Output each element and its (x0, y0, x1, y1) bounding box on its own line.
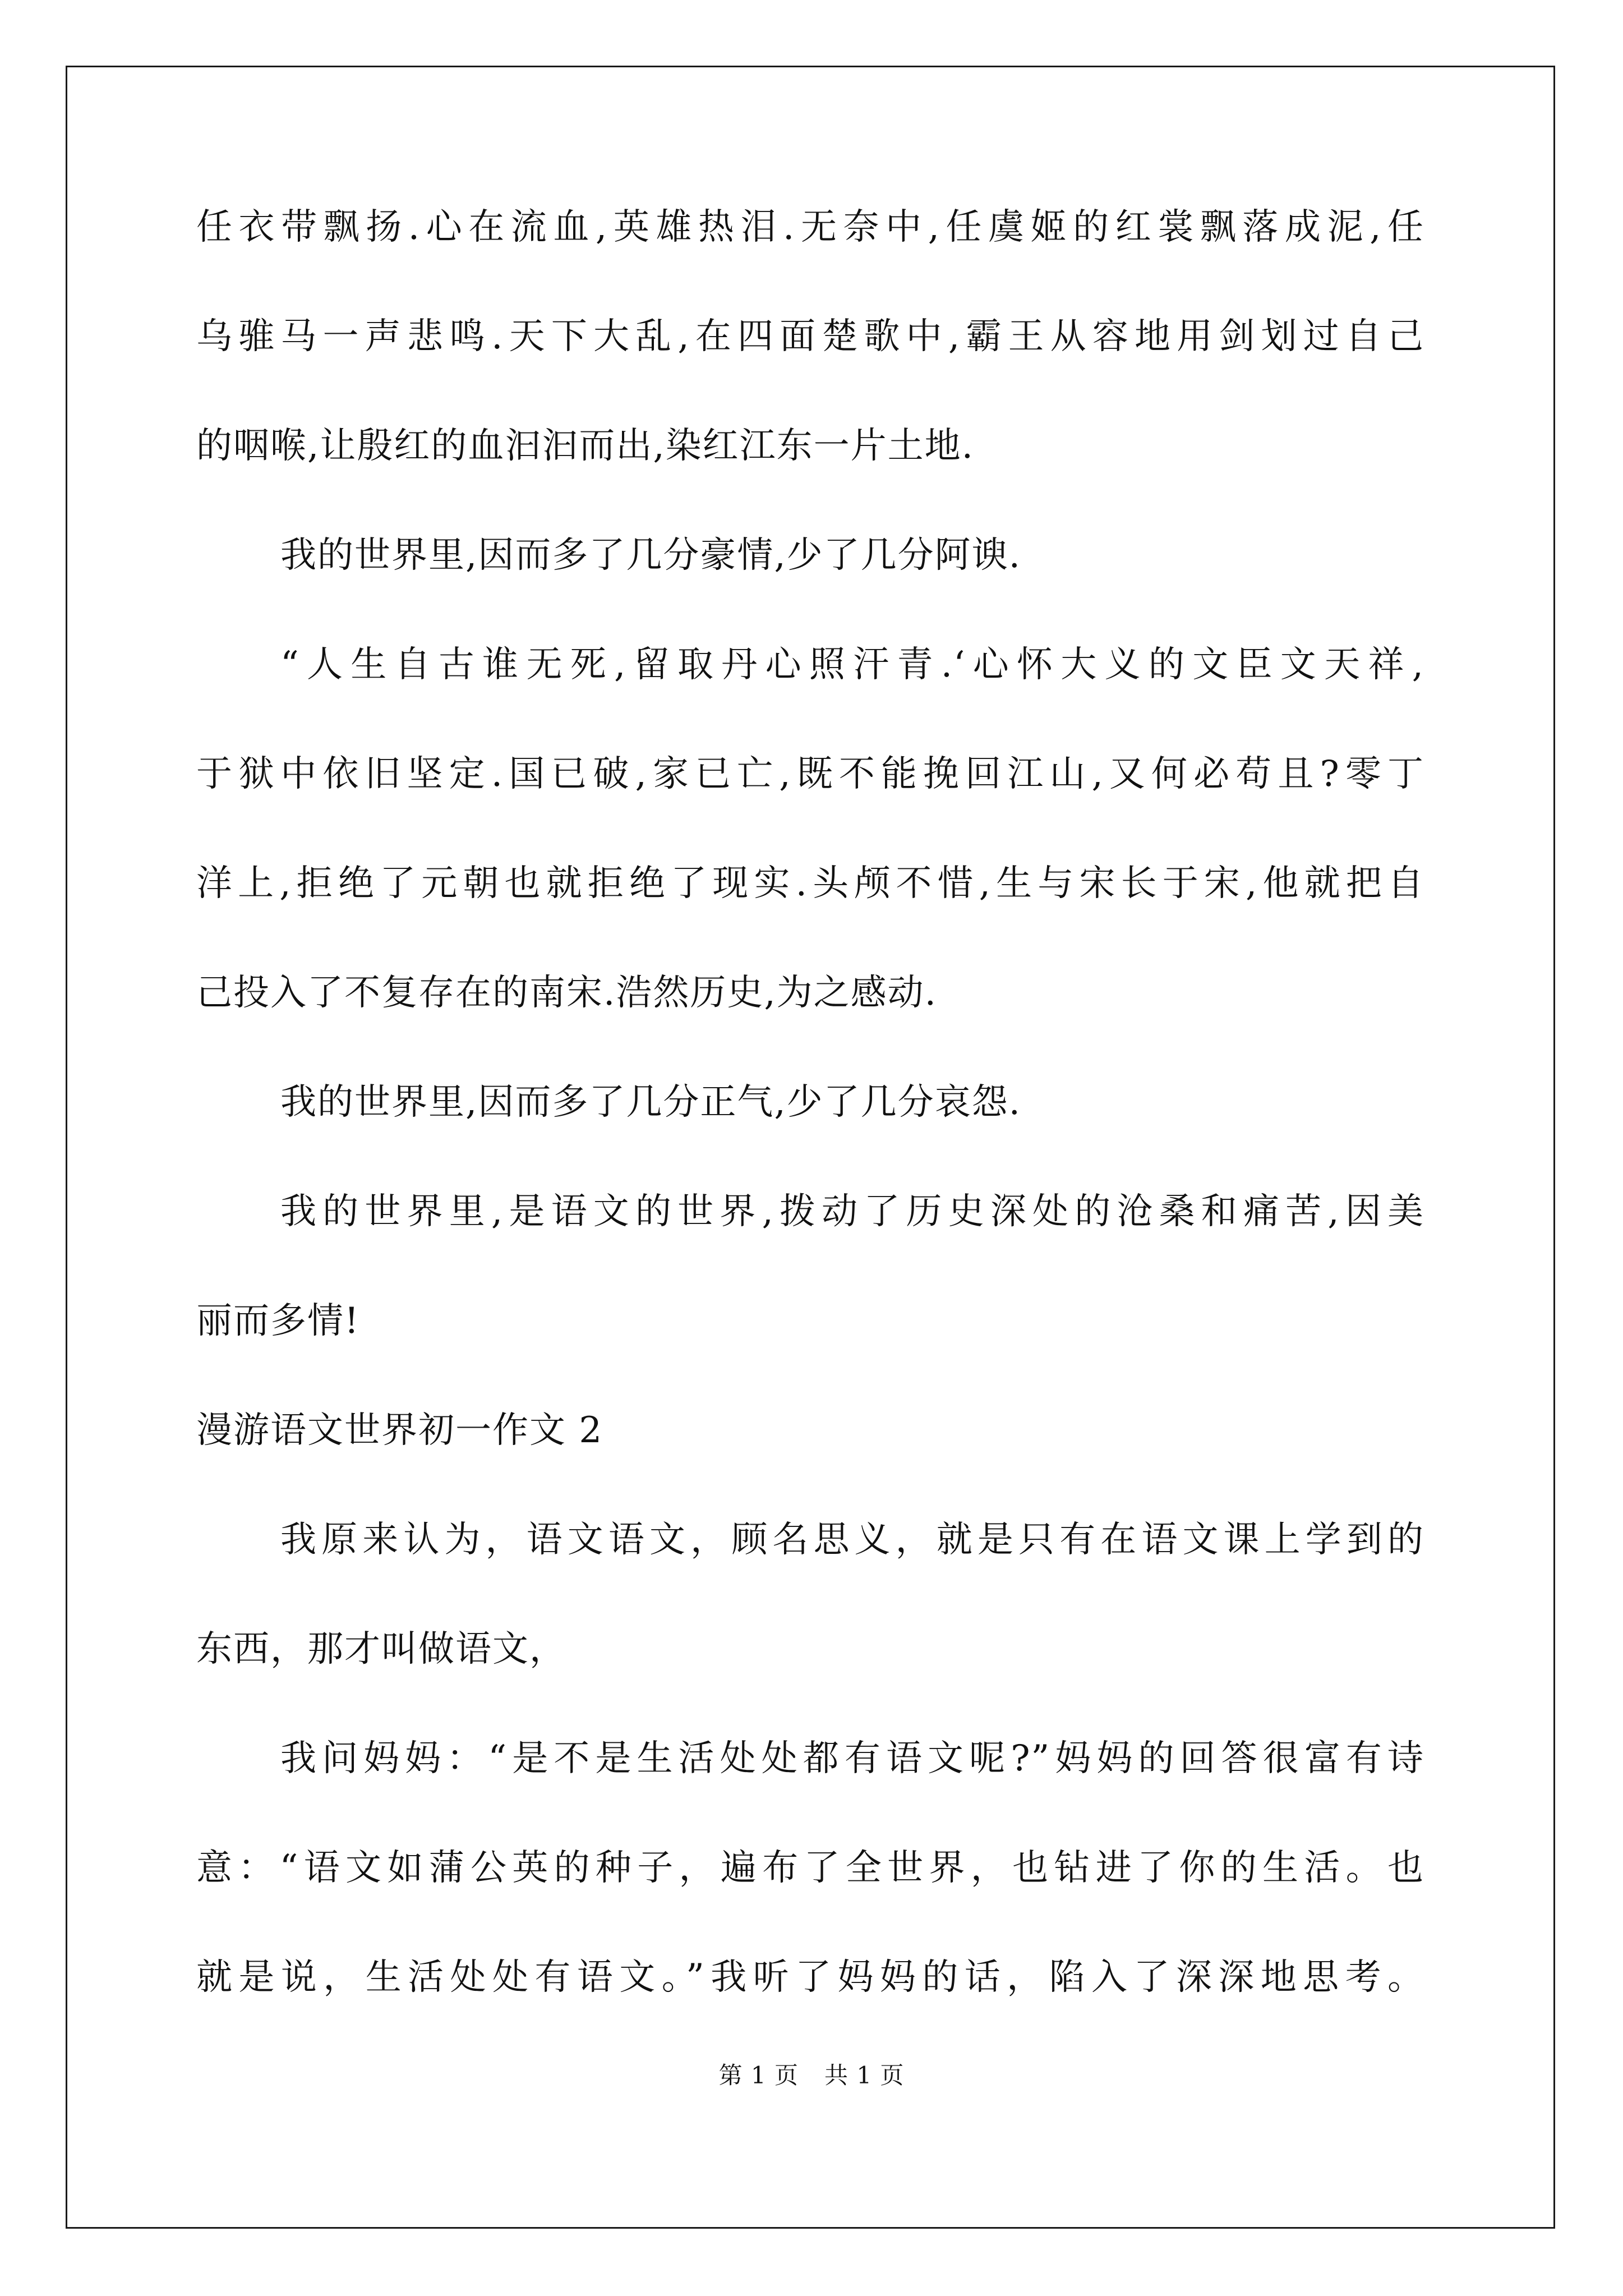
paragraph-1-line-3: 的咽喉,让殷红的血汩汩而出,染红江东一片土地. (196, 425, 975, 467)
paragraph-3-line-2: 于狱中依旧坚定.国已破,家已亡,既不能挽回江山,又何必苟且?零丁 (196, 753, 1424, 795)
paragraph-7-line-3: 就是说，生活处处有语文。”我听了妈妈的话，陷入了深深地思考。 (196, 1957, 1424, 1998)
paragraph-7-line-2: 意：“语文如蒲公英的种子，遍布了全世界，也钻进了你的生活。也 (196, 1847, 1424, 1889)
paragraph-7-line-1: 我问妈妈：“是不是生活处处都有语文呢?”妈妈的回答很富有诗 (280, 1738, 1424, 1779)
paragraph-6-line-2: 东西，那才叫做语文， (196, 1628, 566, 1670)
page-total: 共 1 页 (824, 2062, 905, 2089)
paragraph-1-line-1: 任衣带飘扬.心在流血,英雄热泪.无奈中,任虞姬的红裳飘落成泥,任 (196, 206, 1424, 248)
section-heading: 漫游语文世界初一作文 2 (196, 1410, 603, 1451)
paragraph-3-line-4: 己投入了不复存在的南宋.浩然历史,为之感动. (196, 972, 938, 1014)
paragraph-6-line-1: 我原来认为，语文语文，顾名思义，就是只有在语文课上学到的 (280, 1519, 1424, 1561)
paragraph-5-line-2: 丽而多情! (196, 1300, 360, 1342)
paragraph-2-line-1: 我的世界里,因而多了几分豪情,少了几分阿谀. (280, 535, 1022, 576)
paragraph-3-line-1: “人生自古谁无死,留取丹心照汗青.‘心怀大义的文臣文天祥, (280, 644, 1424, 685)
paragraph-3-line-3: 洋上,拒绝了元朝也就拒绝了现实.头颅不惜,生与宋长于宋,他就把自 (196, 863, 1424, 904)
page-footer (0, 2059, 1623, 2092)
paragraph-5-line-1: 我的世界里,是语文的世界,拨动了历史深处的沧桑和痛苦,因美 (280, 1191, 1424, 1232)
page-border (66, 66, 1555, 2229)
paragraph-1-line-2: 乌骓马一声悲鸣.天下大乱,在四面楚歌中,霸王从容地用剑划过自己 (196, 316, 1424, 357)
paragraph-4-line-1: 我的世界里,因而多了几分正气,少了几分哀怨. (280, 1082, 1022, 1123)
page-number: 第 1 页 (718, 2062, 799, 2089)
